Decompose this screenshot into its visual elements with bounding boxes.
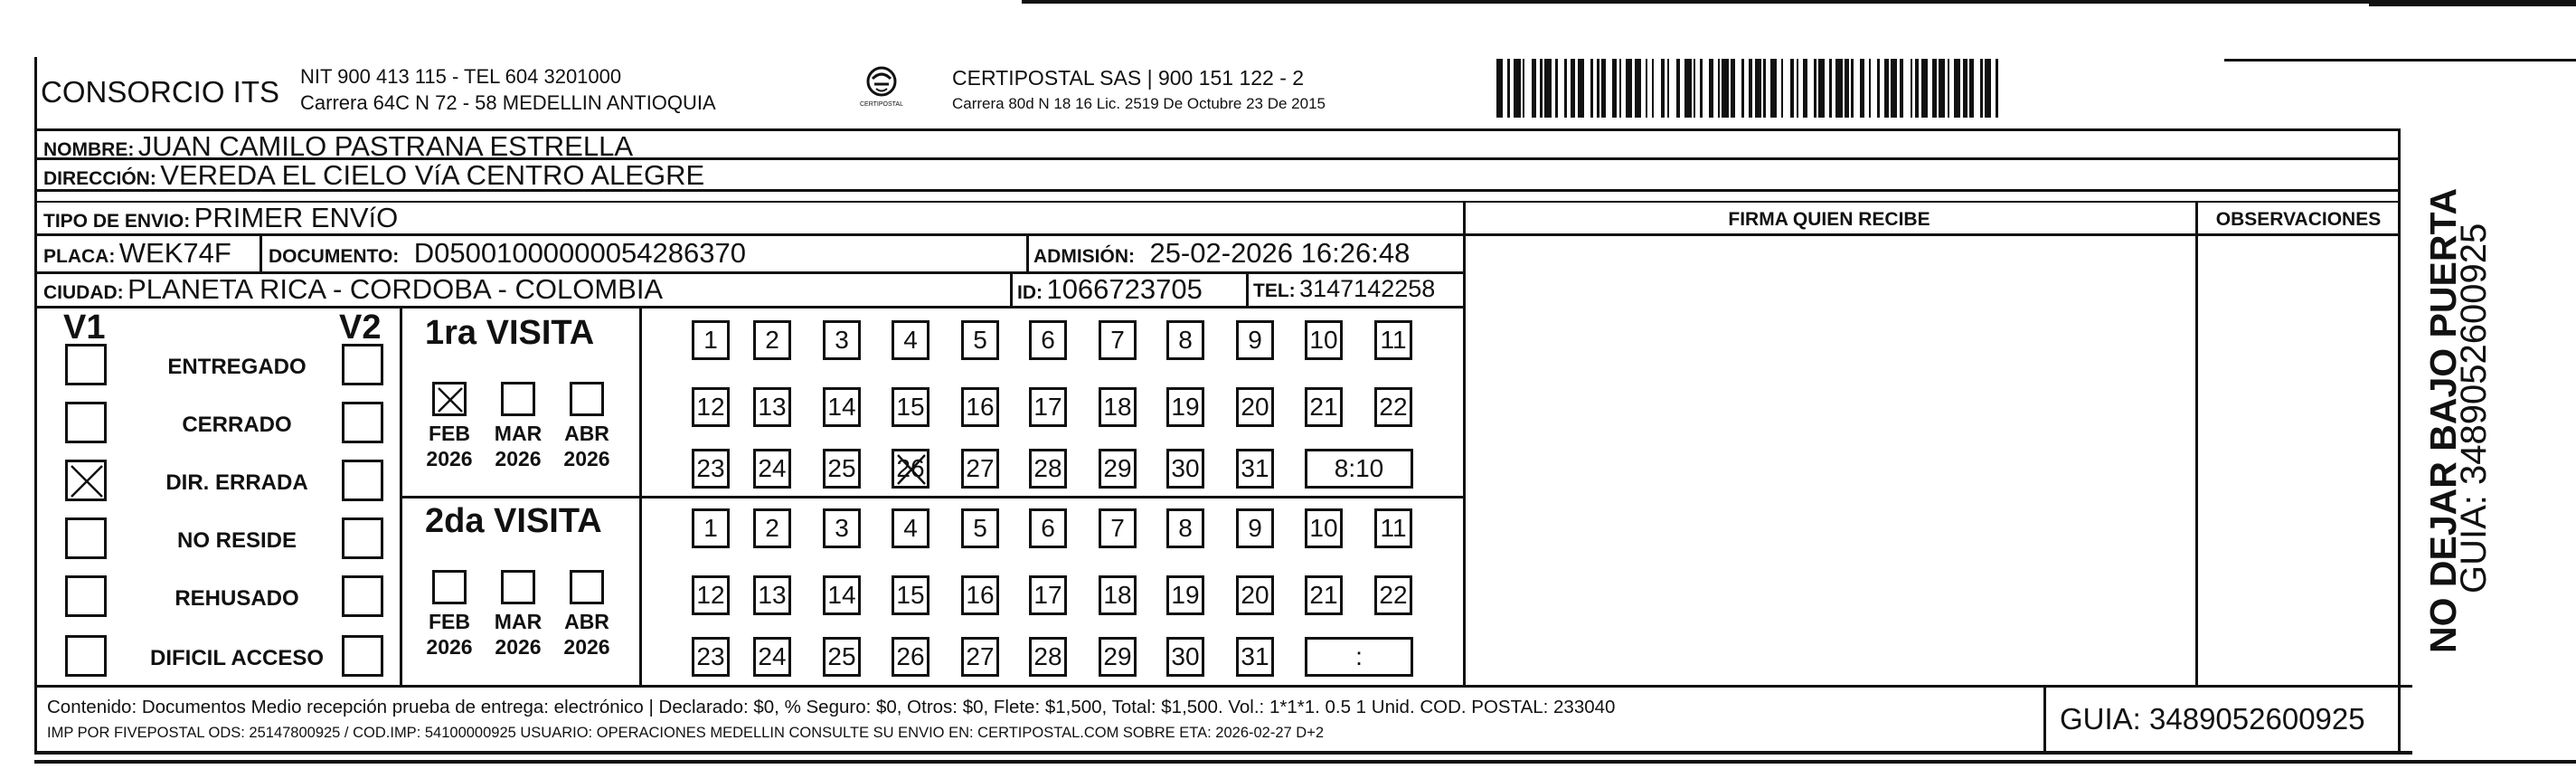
day-number: 25 — [827, 454, 856, 482]
day-box-22[interactable] — [1374, 387, 1412, 427]
day-box-13[interactable] — [753, 575, 791, 615]
day-box-24[interactable] — [753, 449, 791, 489]
day-number: 10 — [1309, 326, 1338, 354]
barcode-bar — [1654, 59, 1660, 118]
footer-contenido: Contenido: Documentos Medio recepción prueba de entrega: electrónico | Declarado: $0, % Seguro: $0, Otros: $0, Flete: $1,500, Total: $1,500. Vol.: 1*1*1. 0.5 1 Unid. COD. POSTAL: 233040 — [47, 697, 1616, 717]
time-box[interactable]: 8:10 — [1305, 449, 1413, 489]
barcode-bar — [1939, 59, 1945, 118]
day-number: 15 — [896, 393, 925, 421]
day-number: 3 — [835, 326, 849, 354]
nombre-row — [43, 132, 633, 160]
day-box-31[interactable] — [1236, 637, 1274, 677]
day-number: 5 — [973, 326, 987, 354]
day-number: 23 — [696, 454, 725, 482]
day-number: 1 — [703, 514, 718, 542]
logo-text: CERTIPOSTAL — [860, 101, 903, 108]
month-year: 2026 — [563, 634, 610, 659]
month-name: ABR — [564, 610, 609, 633]
day-box-10[interactable] — [1305, 508, 1343, 548]
barcode-bar — [1703, 59, 1709, 118]
day-box-8[interactable] — [1166, 320, 1204, 360]
day-box-23[interactable] — [692, 449, 730, 489]
id-divider — [1010, 271, 1013, 306]
day-box-17[interactable] — [1029, 387, 1067, 427]
month-checkbox-abr[interactable] — [570, 570, 604, 604]
frame-right-inner — [2398, 128, 2401, 751]
day-number: 16 — [966, 393, 995, 421]
day-box-31[interactable] — [1236, 449, 1274, 489]
day-box-27[interactable] — [961, 637, 999, 677]
day-box-14[interactable] — [823, 575, 861, 615]
day-box-17[interactable] — [1029, 575, 1067, 615]
day-number: 31 — [1241, 642, 1269, 670]
day-box-7[interactable] — [1099, 320, 1137, 360]
visit-title: 1ra VISITA — [425, 314, 595, 352]
month-name: FEB — [429, 610, 470, 633]
logo-icon — [854, 65, 909, 110]
barcode-bar — [1835, 59, 1842, 118]
barcode-bar — [1985, 59, 1991, 118]
v1-checkbox-entregado[interactable] — [65, 344, 107, 385]
day-box-21[interactable] — [1305, 387, 1343, 427]
day-number: 8 — [1178, 326, 1193, 354]
tipo-label: TIPO DE ENVIO: — [43, 211, 191, 232]
day-box-12[interactable] — [692, 387, 730, 427]
day-box-22[interactable] — [1374, 575, 1412, 615]
day-box-18[interactable] — [1099, 387, 1137, 427]
day-number: 27 — [966, 642, 995, 670]
day-box-13[interactable] — [753, 387, 791, 427]
day-number: 9 — [1248, 326, 1262, 354]
month-label — [491, 422, 545, 471]
certipostal-logo — [854, 65, 909, 110]
month-year: 2026 — [495, 446, 542, 470]
direccion-label: DIRECCIÓN: — [43, 168, 156, 189]
id-value: 1066723705 — [1046, 273, 1203, 305]
barcode-bar — [1584, 59, 1590, 118]
observaciones-header: OBSERVACIONES — [2215, 209, 2382, 230]
day-box-8[interactable] — [1166, 508, 1204, 548]
barcode-bar — [1669, 59, 1675, 118]
barcode-bar — [1606, 59, 1612, 118]
month-checkbox-abr[interactable] — [570, 382, 604, 416]
day-number: 22 — [1379, 393, 1408, 421]
barcode-bar — [1818, 59, 1825, 118]
row-line — [34, 233, 1463, 236]
row-line — [34, 306, 1463, 309]
barcode-bar — [1755, 59, 1761, 118]
day-number: 19 — [1171, 393, 1200, 421]
day-box-5[interactable] — [961, 320, 999, 360]
day-number: 22 — [1379, 581, 1408, 609]
day-box-11[interactable] — [1374, 320, 1412, 360]
admision-value: 25-02-2026 16:26:48 — [1149, 237, 1411, 269]
barcode-bar — [1921, 59, 1928, 118]
month-label — [422, 422, 477, 471]
day-box-10[interactable] — [1305, 320, 1343, 360]
day-number: 25 — [827, 642, 856, 670]
status-label-rehusado: REHUSADO — [175, 586, 299, 611]
day-box-6[interactable] — [1029, 508, 1067, 548]
month-checkbox-feb[interactable] — [432, 382, 467, 416]
visit-divider — [400, 496, 1463, 498]
barcode-bar — [1524, 59, 1531, 118]
day-box-20[interactable] — [1236, 575, 1274, 615]
v2-checkbox-dificil-acceso[interactable] — [342, 635, 383, 677]
month-name: ABR — [564, 422, 609, 445]
placa-label: PLACA: — [43, 246, 116, 267]
month-name: FEB — [429, 422, 470, 445]
day-box-3[interactable] — [823, 508, 861, 548]
month-name: MAR — [494, 610, 543, 633]
documento-label: DOCUMENTO: — [269, 246, 400, 267]
v1-checkbox-dificil-acceso[interactable] — [65, 635, 107, 677]
footer-imp: IMP POR FIVEPOSTAL ODS: 25147800925 / COD.IMP: 54100000925 USUARIO: OPERACIONES MEDELLIN CONSULTE SU ENVIO EN: CERTIPOSTAL.COM SOBRE ETA: 2026-02-27 D+2 — [47, 725, 1325, 741]
v2-checkbox-dir-errada[interactable] — [342, 460, 383, 501]
day-number: 4 — [903, 326, 918, 354]
barcode-bar — [1722, 59, 1728, 118]
day-box-20[interactable] — [1236, 387, 1274, 427]
tipo-row — [43, 204, 398, 232]
day-box-9[interactable] — [1236, 320, 1274, 360]
day-number: 20 — [1241, 393, 1269, 421]
day-number: 10 — [1309, 514, 1338, 542]
placa-field — [43, 239, 231, 267]
barcode-bar — [1770, 59, 1777, 118]
documento-field — [269, 239, 746, 267]
month-name: MAR — [494, 422, 543, 445]
day-number: 2 — [765, 326, 779, 354]
day-number: 2 — [765, 514, 779, 542]
day-number: 14 — [827, 393, 856, 421]
day-box-15[interactable] — [892, 575, 929, 615]
placa-value: WEK74F — [118, 237, 231, 269]
barcode-bar — [1514, 59, 1520, 118]
day-box-30[interactable] — [1166, 637, 1204, 677]
admision-field — [1033, 239, 1410, 267]
month-checkbox-feb[interactable] — [432, 570, 467, 604]
v2-checkbox-entregado[interactable] — [342, 344, 383, 385]
top-border-line-right — [2369, 4, 2576, 6]
barcode-bar — [1974, 59, 1980, 118]
firma-column-left — [1463, 201, 1466, 685]
day-box-4[interactable] — [892, 320, 929, 360]
month-checkbox-mar[interactable] — [501, 570, 535, 604]
barcode-bar — [1807, 59, 1814, 118]
carrier-address: Carrera 80d N 18 16 Lic. 2519 De Octubre 23 De 2015 — [952, 95, 1326, 112]
day-number: 1 — [703, 326, 718, 354]
day-number: 29 — [1103, 454, 1132, 482]
bottom-line — [34, 760, 2576, 764]
day-box-29[interactable] — [1099, 449, 1137, 489]
day-number: 5 — [973, 514, 987, 542]
day-number: 16 — [966, 581, 995, 609]
day-number: 7 — [1110, 514, 1125, 542]
v2-checkbox-rehusado[interactable] — [342, 575, 383, 617]
v1-label: V1 — [63, 309, 106, 347]
day-number: 26 — [896, 642, 925, 670]
day-number: 24 — [758, 642, 787, 670]
v1-checkbox-cerrado[interactable] — [65, 402, 107, 443]
barcode-bar — [1626, 59, 1632, 118]
day-number: 27 — [966, 454, 995, 482]
day-number: 28 — [1033, 454, 1062, 482]
direccion-row — [43, 161, 704, 189]
barcode-bar — [1854, 59, 1860, 118]
day-number: 8 — [1178, 514, 1193, 542]
side-guia: GUIA: 3489052600925 — [2454, 223, 2494, 593]
day-number: 28 — [1033, 642, 1062, 670]
day-box-28[interactable] — [1029, 637, 1067, 677]
status-label-cerrado: CERRADO — [182, 413, 292, 437]
row-line — [34, 685, 2412, 688]
day-box-27[interactable] — [961, 449, 999, 489]
day-box-24[interactable] — [753, 637, 791, 677]
month-label — [491, 610, 545, 660]
day-number: 6 — [1041, 326, 1055, 354]
day-number: 11 — [1380, 326, 1407, 354]
frame-bottom — [34, 751, 2412, 755]
id-field — [1017, 275, 1203, 303]
barcode-bar — [1783, 59, 1789, 118]
day-number: 4 — [903, 514, 918, 542]
barcode-bar — [1735, 59, 1741, 118]
barcode-bar — [1684, 59, 1691, 118]
placa-divider — [259, 233, 262, 271]
day-box-26[interactable] — [892, 637, 929, 677]
firma-header: FIRMA QUIEN RECIBE — [1728, 209, 1930, 230]
day-number: 13 — [758, 581, 787, 609]
nombre-label: NOMBRE: — [43, 139, 135, 160]
day-box-14[interactable] — [823, 387, 861, 427]
day-box-2[interactable] — [753, 320, 791, 360]
nombre-value: JUAN CAMILO PASTRANA ESTRELLA — [137, 130, 634, 162]
barcode-bar — [1496, 59, 1503, 118]
day-number: 21 — [1309, 581, 1338, 609]
row-line — [1463, 233, 2399, 236]
v2-label: V2 — [339, 309, 382, 347]
frame-top-right — [2224, 59, 2576, 62]
month-checkbox-mar[interactable] — [501, 382, 535, 416]
day-number: 13 — [758, 393, 787, 421]
day-box-30[interactable] — [1166, 449, 1204, 489]
day-number: 20 — [1241, 581, 1269, 609]
day-number: 17 — [1033, 393, 1062, 421]
day-number: 24 — [758, 454, 787, 482]
frame-left — [34, 57, 37, 754]
ciudad-field — [43, 275, 663, 303]
obs-column-left — [2195, 201, 2198, 685]
day-box-12[interactable] — [692, 575, 730, 615]
company-nit: NIT 900 413 115 - TEL 604 3201000 — [300, 65, 622, 88]
barcode-bar — [1578, 59, 1584, 118]
tipo-value: PRIMER ENVíO — [193, 202, 399, 233]
company-name: CONSORCIO ITS — [41, 75, 280, 109]
company-address: Carrera 64C N 72 - 58 MEDELLIN ANTIOQUIA — [300, 91, 716, 114]
day-number: 12 — [696, 581, 725, 609]
footer-guia: GUIA: 3489052600925 — [2060, 702, 2365, 736]
admision-divider — [1026, 233, 1029, 271]
top-border-line — [1022, 0, 2576, 4]
day-box-3[interactable] — [823, 320, 861, 360]
barcode-bar — [1903, 59, 1910, 118]
tel-value: 3147142258 — [1299, 275, 1436, 302]
day-number: 18 — [1103, 393, 1132, 421]
day-box-25[interactable] — [823, 637, 861, 677]
day-number: 18 — [1103, 581, 1132, 609]
day-box-16[interactable] — [961, 575, 999, 615]
day-number: 11 — [1380, 514, 1407, 542]
barcode-bar — [1954, 59, 1960, 118]
day-number: 15 — [896, 581, 925, 609]
v2-checkbox-no-reside[interactable] — [342, 517, 383, 559]
barcode-bar — [1635, 59, 1641, 118]
day-box-1[interactable] — [692, 320, 730, 360]
day-box-16[interactable] — [961, 387, 999, 427]
day-box-5[interactable] — [961, 508, 999, 548]
footer-guia-divider — [2043, 685, 2046, 751]
day-box-19[interactable] — [1166, 387, 1204, 427]
month-year: 2026 — [426, 634, 473, 659]
day-number: 26 — [896, 454, 925, 482]
day-box-1[interactable] — [692, 508, 730, 548]
day-box-2[interactable] — [753, 508, 791, 548]
month-year: 2026 — [426, 446, 473, 470]
day-number: 29 — [1103, 642, 1132, 670]
day-number: 14 — [827, 581, 856, 609]
v1-checkbox-dir-errada[interactable] — [65, 460, 107, 501]
day-number: 23 — [696, 642, 725, 670]
ciudad-value: PLANETA RICA - CORDOBA - COLOMBIA — [127, 273, 664, 305]
ciudad-label: CIUDAD: — [43, 282, 124, 303]
carrier-name: CERTIPOSTAL SAS | 900 151 122 - 2 — [952, 66, 1305, 90]
tel-divider — [1246, 271, 1249, 306]
day-number: 30 — [1171, 454, 1200, 482]
day-number: 17 — [1033, 581, 1062, 609]
x-mark-icon — [68, 462, 109, 504]
tel-label: TEL: — [1253, 280, 1296, 301]
day-number: 6 — [1041, 514, 1055, 542]
day-box-4[interactable] — [892, 508, 929, 548]
status-label-no-reside: NO RESIDE — [176, 528, 297, 553]
day-box-18[interactable] — [1099, 575, 1137, 615]
day-box-28[interactable] — [1029, 449, 1067, 489]
month-year: 2026 — [495, 634, 542, 659]
time-box[interactable]: : — [1305, 637, 1413, 677]
month-label — [422, 610, 477, 660]
direccion-value: VEREDA EL CIELO VíA CENTRO ALEGRE — [160, 159, 705, 191]
barcode-bar — [1891, 59, 1897, 118]
day-number: 31 — [1241, 454, 1269, 482]
day-number: 7 — [1110, 326, 1125, 354]
status-label-dir-errada: DIR. ERRADA — [165, 470, 308, 495]
status-label-entregado: ENTREGADO — [167, 355, 307, 379]
documento-value: D05001000000054286370 — [413, 237, 746, 269]
barcode-bar — [1544, 59, 1551, 118]
month-label — [560, 610, 614, 660]
day-box-29[interactable] — [1099, 637, 1137, 677]
day-number: 30 — [1171, 642, 1200, 670]
day-box-23[interactable] — [692, 637, 730, 677]
day-number: 19 — [1171, 581, 1200, 609]
day-number: 9 — [1248, 514, 1262, 542]
day-box-7[interactable] — [1099, 508, 1137, 548]
day-number: 3 — [835, 514, 849, 542]
day-box-11[interactable] — [1374, 508, 1412, 548]
day-box-19[interactable] — [1166, 575, 1204, 615]
day-number: 12 — [696, 393, 725, 421]
v2-checkbox-cerrado[interactable] — [342, 402, 383, 443]
v1-checkbox-rehusado[interactable] — [65, 575, 107, 617]
barcode — [1496, 59, 2003, 118]
side-warning: NO DEJAR BAJO PUERTA — [2422, 187, 2464, 653]
barcode-bar — [1998, 59, 2003, 118]
barcode-bar — [1871, 59, 1877, 118]
x-mark-icon — [894, 451, 932, 491]
id-label: ID: — [1017, 282, 1043, 303]
day-box-21[interactable] — [1305, 575, 1343, 615]
barcode-bar — [1558, 59, 1564, 118]
month-label — [560, 422, 614, 471]
day-box-9[interactable] — [1236, 508, 1274, 548]
admision-label: ADMISIÓN: — [1033, 246, 1135, 267]
x-mark-icon — [435, 384, 469, 419]
tel-field — [1253, 277, 1435, 301]
day-box-25[interactable] — [823, 449, 861, 489]
day-number: 21 — [1309, 393, 1338, 421]
day-box-6[interactable] — [1029, 320, 1067, 360]
v1-checkbox-no-reside[interactable] — [65, 517, 107, 559]
month-year: 2026 — [563, 446, 610, 470]
status-label-dificil-acceso: DIFICIL ACCESO — [149, 646, 324, 670]
visit-title: 2da VISITA — [425, 502, 602, 540]
day-box-26[interactable] — [892, 449, 929, 489]
day-box-15[interactable] — [892, 387, 929, 427]
month-divider — [639, 306, 642, 685]
